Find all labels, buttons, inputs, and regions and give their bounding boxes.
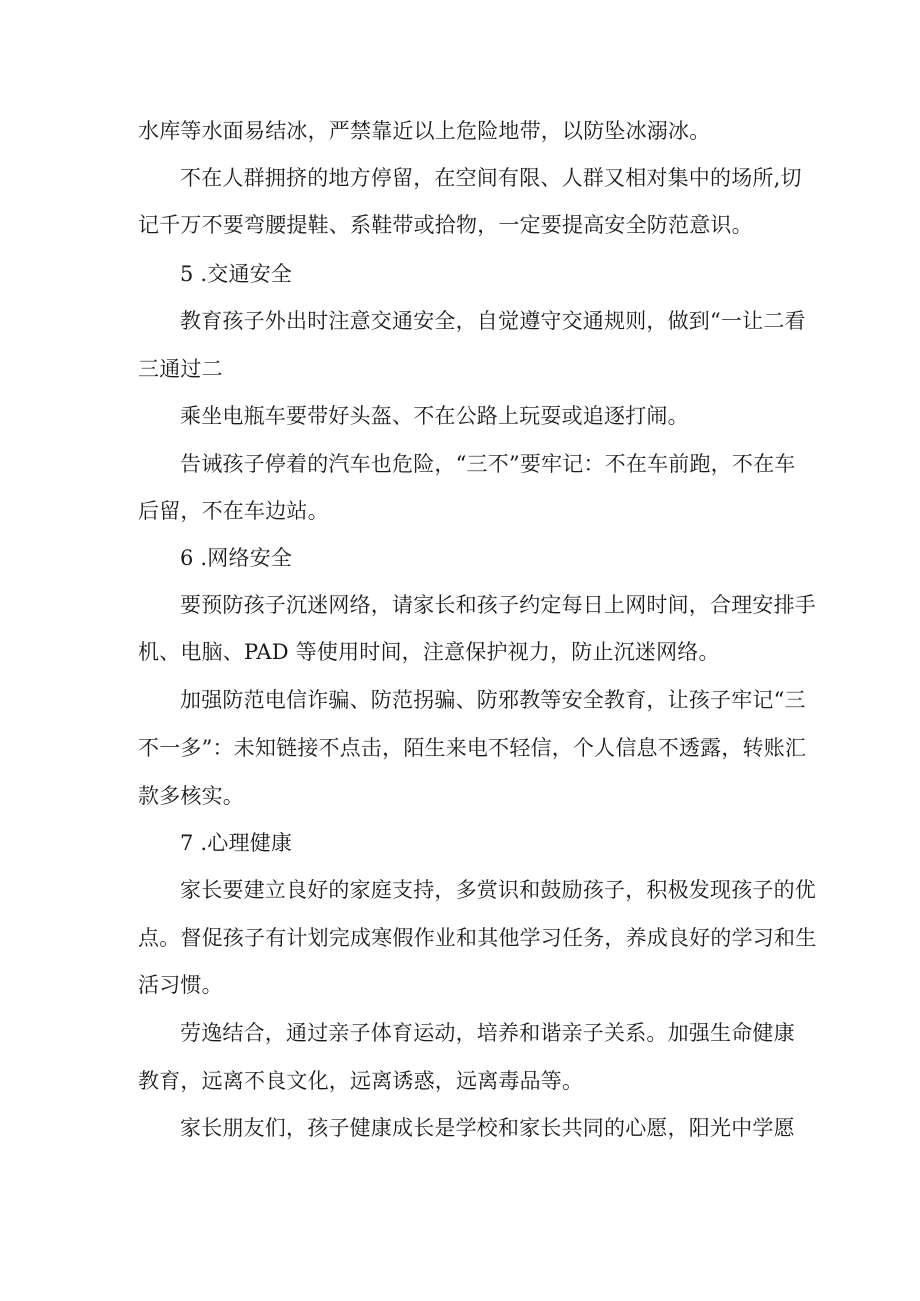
section-heading: 7 .心理健康	[180, 831, 293, 855]
text-line: 后留，不在车边站。	[138, 499, 329, 523]
text-line: 乘坐电瓶车要带好头盔、不在公路上玩耍或追逐打闹。	[180, 404, 689, 428]
text-line: 不在人群拥挤的地方停留，在空间有限、人群又相对集中的场所,切	[180, 166, 802, 190]
text-line: 不一多”：未知链接不点击，陌生来电不轻信，个人信息不透露，转账汇	[138, 736, 807, 760]
text-line: 款多核实。	[138, 784, 244, 808]
text-line: 加强防范电信诈骗、防范拐骗、防邪教等安全教育，让孩子牢记“三	[180, 688, 806, 712]
text-line: 家长要建立良好的家庭支持，多赏识和鼓励孩子，积极发现孩子的优	[180, 878, 816, 902]
text-line: 劳逸结合，通过亲子体育运动，培养和谐亲子关系。加强生命健康	[180, 1021, 795, 1045]
section-heading: 6 .网络安全	[180, 546, 293, 570]
text-line: 家长朋友们，孩子健康成长是学校和家长共同的心愿，阳光中学愿	[180, 1116, 795, 1140]
text-line: 教育孩子外出时注意交通安全，自觉遵守交通规则，做到“一让二看	[180, 309, 806, 333]
text-line: 教育，远离不良文化，远离诱惑，远离毒品等。	[138, 1069, 584, 1093]
text-line: 活习惯。	[138, 973, 223, 997]
text-line: 记千万不要弯腰提鞋、系鞋带或拾物，一定要提高安全防范意识。	[138, 213, 753, 237]
section-heading: 5 .交通安全	[180, 262, 293, 286]
text-line: 点。督促孩子有计划完成寒假作业和其他学习任务，养成良好的学习和生	[138, 926, 817, 950]
text-line: 三通过二	[138, 357, 223, 381]
text-line: 要预防孩子沉迷网络，请家长和孩子约定每日上网时间，合理安排手	[180, 593, 816, 617]
text-line: 告诫孩子停着的汽车也危险，“三不”要牢记：不在车前跑，不在车	[180, 452, 796, 476]
text-line: 机、电脑、PAD 等使用时间，注意保护视力，防止沉迷网络。	[138, 640, 720, 664]
text-line: 水库等水面易结冰，严禁靠近以上危险地带，以防坠冰溺冰。	[138, 119, 711, 143]
